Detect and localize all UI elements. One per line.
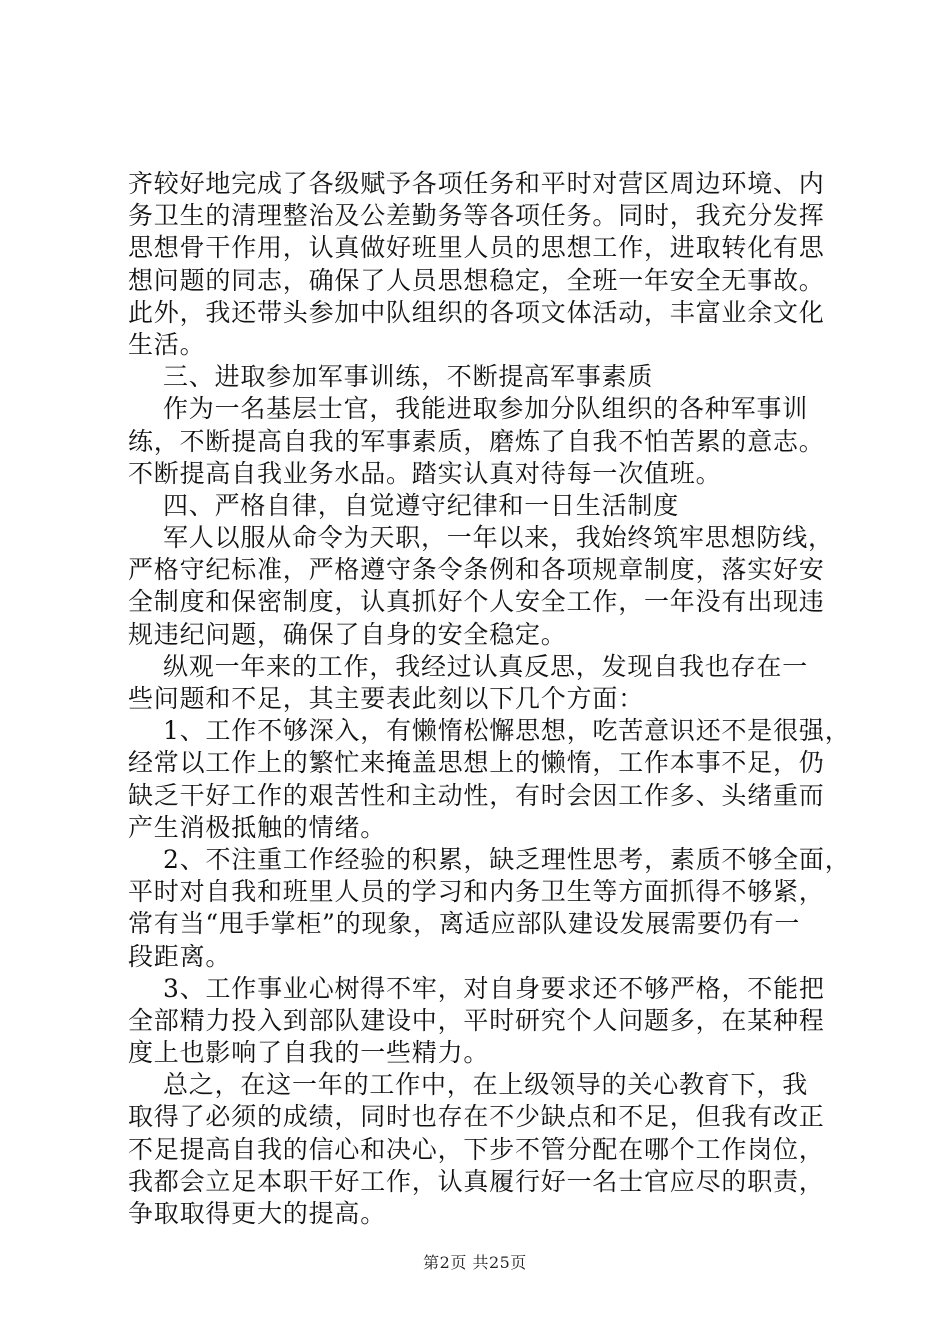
text-line: 规违纪问题，确保了自身的安全稳定。 [128, 619, 567, 649]
text-line: 军人以服从命令为天职，一年以来，我始终筑牢思想防线， [128, 523, 834, 553]
text-line: 常有当“甩手掌柜”的现象，离适应部队建设发展需要仍有一 [128, 909, 801, 939]
text-line: 务卫生的清理整治及公差勤务等各项任务。同时，我充分发挥 [128, 201, 825, 231]
text-line: 3、工作事业心树得不牢，对自身要求还不够严格，不能把 [128, 973, 825, 1003]
text-line: 想问题的同志，确保了人员思想稳定，全班一年安全无事故。 [128, 265, 825, 295]
text-line: 此外，我还带头参加中队组织的各项文体活动，丰富业余文化 [128, 297, 825, 327]
text-line: 四、严格自律，自觉遵守纪律和一日生活制度 [128, 490, 679, 520]
text-line: 总之，在这一年的工作中，在上级领导的关心教育下，我 [128, 1070, 808, 1100]
text-line: 产生消极抵触的情绪。 [128, 812, 387, 842]
document-body [128, 168, 851, 1230]
text-line: 段距离。 [128, 941, 232, 971]
text-line: 不足提高自我的信心和决心，下步不管分配在哪个工作岗位， [128, 1134, 825, 1164]
text-line: 争取取得更大的提高。 [128, 1199, 387, 1228]
text-line: 齐较好地完成了各级赋予各项任务和平时对营区周边环境、内 [128, 169, 825, 198]
text-line: 三、进取参加军事训练，不断提高军事素质 [128, 362, 654, 392]
text-line: 严格守纪标准，严格遵守条令条例和各项规章制度，落实好安 [128, 555, 825, 585]
text-line: 生活。 [128, 329, 206, 359]
text-line: 全制度和保密制度，认真抓好个人安全工作，一年没有出现违 [128, 587, 825, 617]
text-line: 2、不注重工作经验的积累，缺乏理性思考，素质不够全面， [128, 844, 851, 874]
text-line: 作为一名基层士官，我能进取参加分队组织的各种军事训 [128, 394, 808, 424]
text-line: 度上也影响了自我的一些精力。 [128, 1038, 490, 1068]
text-line: 经常以工作上的繁忙来掩盖思想上的懒惰，工作本事不足，仍 [128, 748, 825, 778]
text-line: 平时对自我和班里人员的学习和内务卫生等方面抓得不够紧， [128, 877, 825, 907]
page-footer: 第2页 共25页 [423, 1253, 527, 1272]
text-line: 我都会立足本职干好工作，认真履行好一名士官应尽的职责， [128, 1166, 825, 1196]
text-line: 缺乏干好工作的艰苦性和主动性，有时会因工作多、头绪重而 [128, 780, 825, 810]
text-line: 些问题和不足，其主要表此刻以下几个方面： [128, 684, 645, 713]
text-line: 练，不断提高自我的军事素质，磨炼了自我不怕苦累的意志。 [128, 426, 825, 456]
text-line: 思想骨干作用，认真做好班里人员的思想工作，进取转化有思 [128, 233, 825, 263]
text-line: 不断提高自我业务水品。踏实认真对待每一次值班。 [128, 458, 722, 488]
text-line: 纵观一年来的工作，我经过认真反思，发现自我也存在一 [128, 651, 808, 681]
text-line: 1、工作不够深入，有懒惰松懈思想，吃苦意识还不是很强， [128, 716, 851, 746]
text-line: 取得了必须的成绩，同时也存在不少缺点和不足，但我有改正 [128, 1102, 825, 1132]
text-line: 全部精力投入到部队建设中，平时研究个人问题多，在某种程 [128, 1005, 825, 1035]
